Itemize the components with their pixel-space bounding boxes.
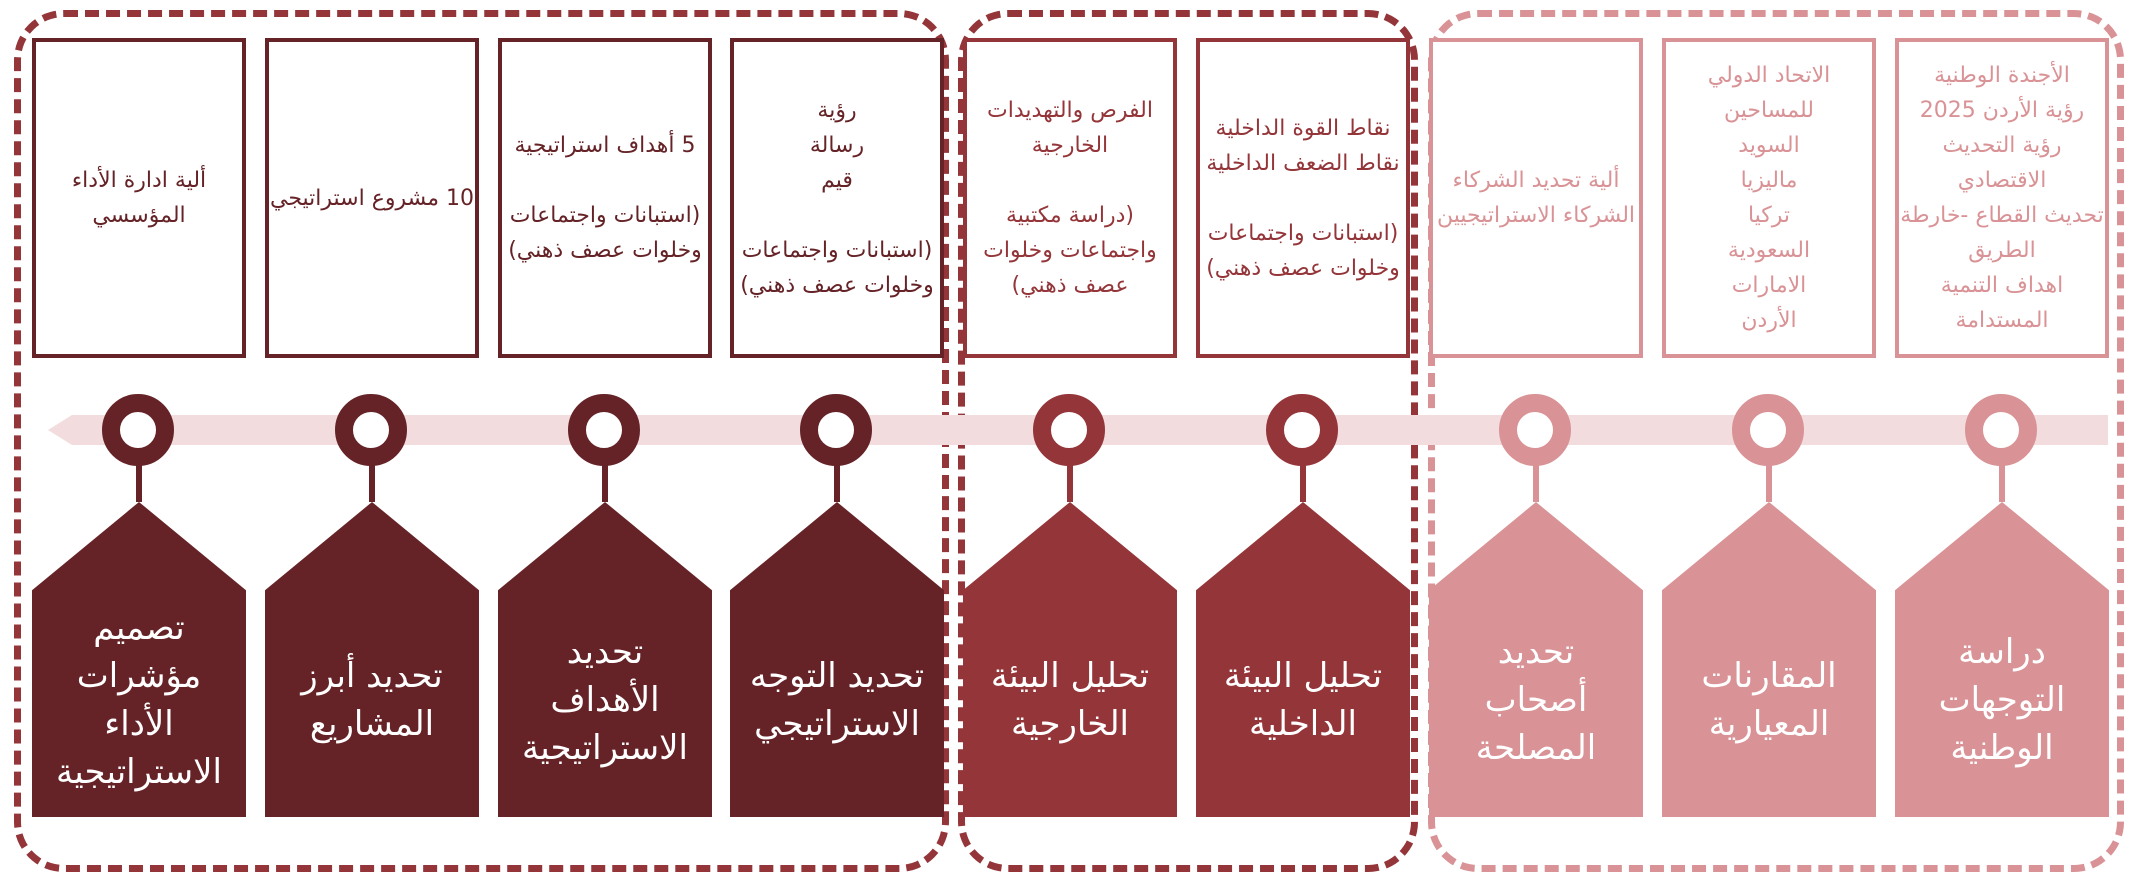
stage-details-text: 10 مشروع استراتيجي (269, 185, 475, 211)
stage-label-text: تحليل البيئة الداخلية (1223, 656, 1383, 744)
timeline-node-stem (1300, 460, 1306, 502)
timeline-node-circle (102, 394, 174, 466)
stage-performance-indicators (32, 0, 246, 877)
timeline-node-circle (1732, 394, 1804, 466)
stage-label-text: تحديد الأهداف الاستراتيجية (522, 632, 688, 768)
stage-tag-label (32, 600, 246, 800)
timeline-node-circle (335, 394, 407, 466)
stage-details-text: نقاط القوة الداخلية نقاط الضعف الداخلية (استبانات واجتماعات وخلوات عصف ذهني) (1206, 115, 1400, 281)
stage-details-box (1196, 38, 1410, 358)
timeline-node-circle (1965, 394, 2037, 466)
timeline-node-circle (1499, 394, 1571, 466)
stage-details-box (32, 38, 246, 358)
stage-details-text: الاتحاد الدولي للمساحين السويد ماليزيا تركيا السعودية الامارات الأردن (1707, 63, 1831, 333)
timeline-node-circle (568, 394, 640, 466)
stage-stakeholders (1429, 0, 1643, 877)
stage-details-box (1895, 38, 2109, 358)
stage-key-projects (265, 0, 479, 877)
stage-details-text: الأجندة الوطنية رؤية الأردن 2025 رؤية التحديث الاقتصادي تحديث القطاع -خارطة الطريق اهداف التنمية المستدامة (1900, 63, 2104, 333)
stage-tag-label (498, 600, 712, 800)
stage-details-box (1429, 38, 1643, 358)
timeline-node-circle (800, 394, 872, 466)
stage-label-text: دراسة التوجهات الوطنية (1938, 632, 2066, 768)
stage-strategic-goals (498, 0, 712, 877)
stage-label-text: تصميم مؤشرات الأداء الاستراتيجية (56, 608, 222, 792)
stage-tag-label (730, 600, 944, 800)
stage-national-directions (1895, 0, 2109, 877)
timeline-node-stem (369, 460, 375, 502)
stage-details-text: رؤية رسالة قيم (استبانات واجتماعات وخلوات عصف ذهني) (740, 98, 934, 298)
timeline-node-stem (834, 460, 840, 502)
timeline-node-stem (1533, 460, 1539, 502)
stage-details-box (265, 38, 479, 358)
stage-label-text: تحليل البيئة الخارجية (990, 656, 1150, 744)
timeline-node-stem (1766, 460, 1772, 502)
timeline-node-stem (602, 460, 608, 502)
stage-strategic-direction (730, 0, 944, 877)
stage-label-text: تحديد أبرز المشاريع (301, 656, 443, 744)
stage-details-text: ألية ادارة الأداء المؤسسي (71, 168, 207, 228)
timeline-node-circle (1033, 394, 1105, 466)
stage-tag-label (963, 600, 1177, 800)
stage-details-box (963, 38, 1177, 358)
stage-details-text: 5 أهداف استراتيجية (استبانات واجتماعات وخلوات عصف ذهني) (508, 133, 702, 263)
stage-benchmarking (1662, 0, 1876, 877)
stage-details-box (730, 38, 944, 358)
stage-external-analysis (963, 0, 1177, 877)
stage-label-text: تحديد أصحاب المصلحة (1475, 632, 1597, 768)
stage-tag-label (1196, 600, 1410, 800)
timeline-node-stem (1067, 460, 1073, 502)
stage-details-box (498, 38, 712, 358)
timeline-node-circle (1266, 394, 1338, 466)
stage-label-text: المقارنات المعيارية (1701, 656, 1837, 744)
stage-label-text: تحديد التوجه الاستراتيجي (749, 656, 925, 744)
stage-tag-label (265, 600, 479, 800)
stage-details-text: الفرص والتهديدات الخارجية (دراسة مكتبية واجتماعات وخلوات عصف ذهني) (983, 98, 1157, 298)
stage-tag-label (1429, 600, 1643, 800)
timeline-node-stem (1999, 460, 2005, 502)
stage-tag-label (1662, 600, 1876, 800)
stage-tag-label (1895, 600, 2109, 800)
stage-details-box (1662, 38, 1876, 358)
stage-details-text: ألية تحديد الشركاء الشركاء الاستراتيجيين (1436, 168, 1636, 228)
stage-internal-analysis (1196, 0, 1410, 877)
timeline-node-stem (136, 460, 142, 502)
